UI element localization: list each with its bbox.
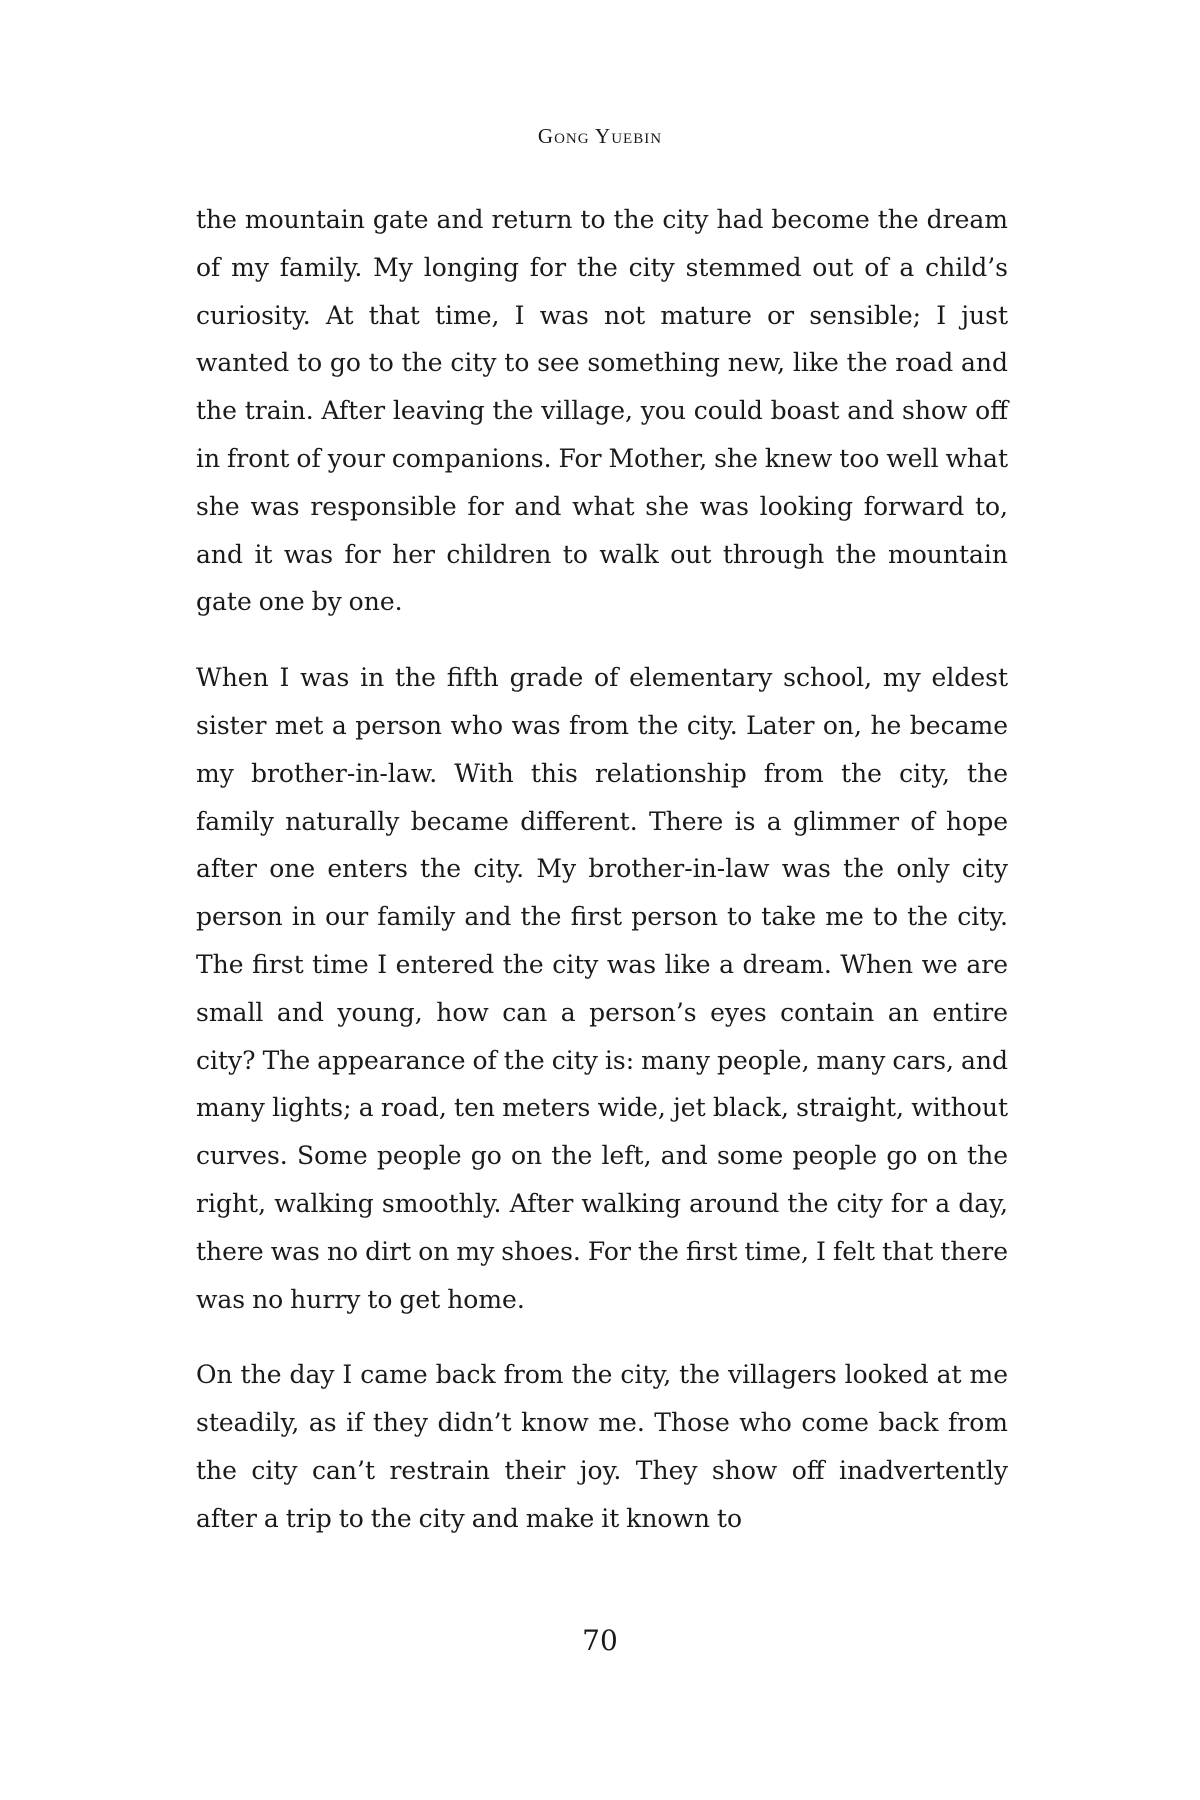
page-number: 70 bbox=[582, 1624, 618, 1657]
paragraph: On the day I came back from the city, the villagers looked at me steadily, as if they didn’t know me. Those who come back from the city can’t restrain their joy. They show off inadvertently after a trip to the city and make it known to bbox=[196, 1360, 1008, 1533]
running-head: Gong Yuebin bbox=[537, 124, 663, 148]
body-text bbox=[196, 196, 1008, 1571]
paragraph: the mountain gate and return to the city had become the dream of my family. My longing for the city stemmed out of a child’s curiosity. At that time, I was not mature or sensible; I just wanted to go to the city to see something new, like the road and the train. After leaving the village, you could boast and show off in front of your companions. For Mother, she knew too well what she was responsible for and what she was looking forward to, and it was for her children to walk out through the mountain gate one by one. bbox=[196, 205, 1008, 617]
paragraph: When I was in the fifth grade of elementary school, my eldest sister met a person who was from the city. Later on, he became my brother-in-law. With this relationship from the city, the family naturally became different. There is a glimmer of hope after one enters the city. My brother-in-law was the only city person in our family and the first person to take me to the city. The first time I entered the city was like a dream. When we are small and young, how can a person’s eyes contain an entire city? The appearance of the city is: many people, many cars, and many lights; a road, ten meters wide, jet black, straight, without curves. Some people go on the left, and some people go on the right, walking smoothly. After walking around the city for a day, there was no dirt on my shoes. For the first time, I felt that there was no hurry to get home. bbox=[196, 663, 1008, 1314]
